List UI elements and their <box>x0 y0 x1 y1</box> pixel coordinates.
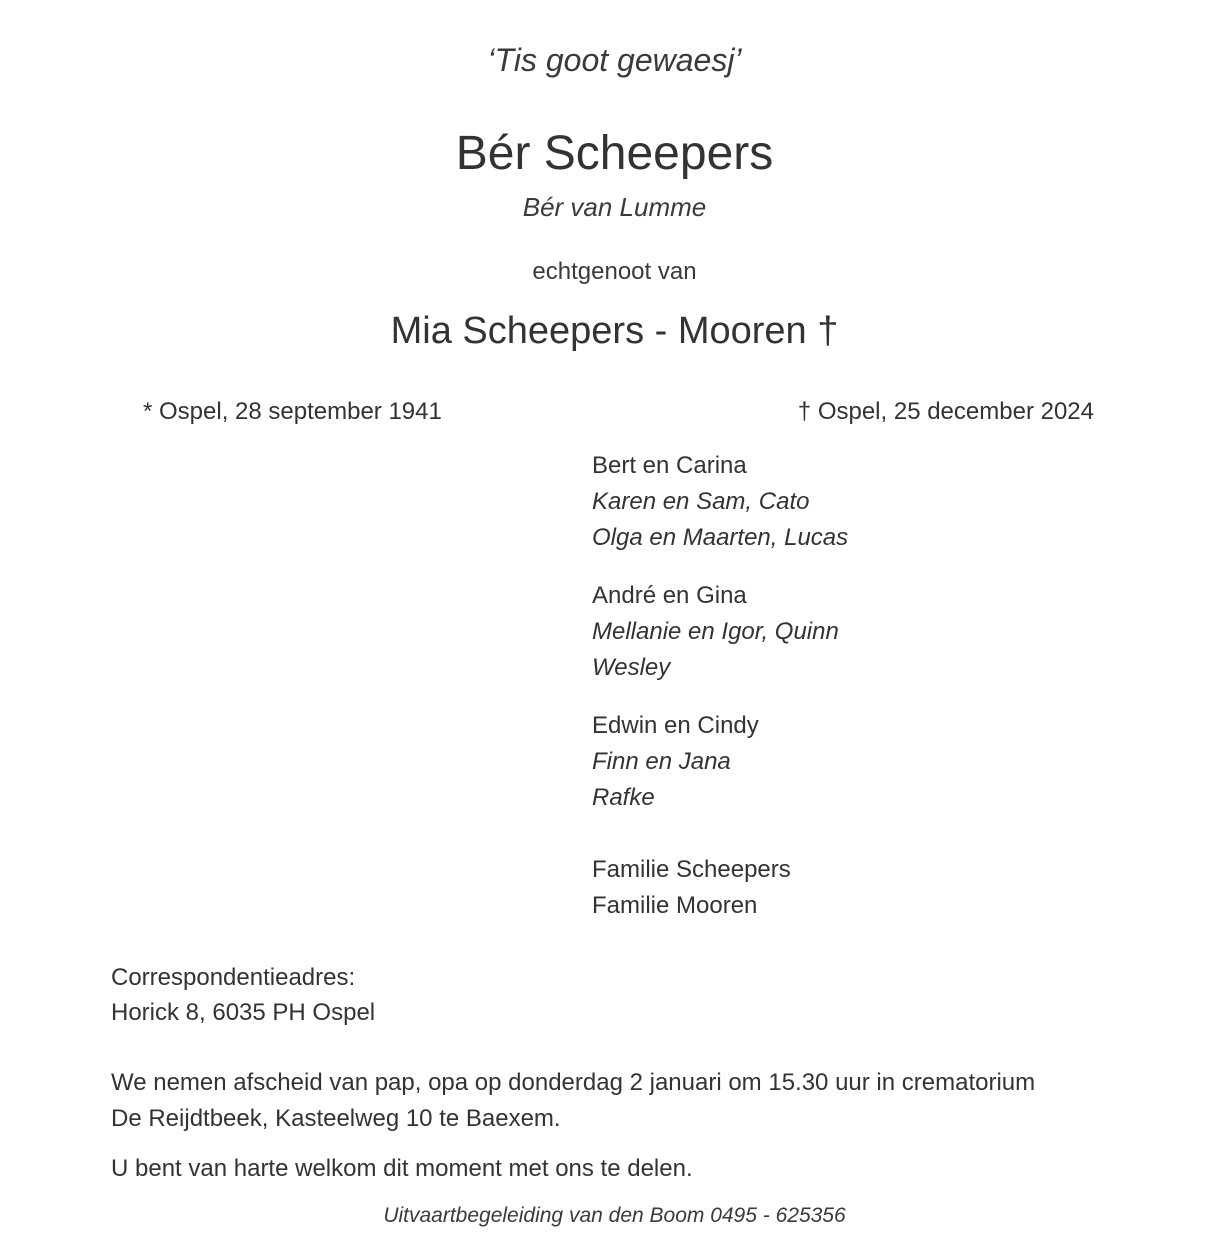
deceased-name: Bér Scheepers <box>455 127 774 180</box>
family-group <box>592 580 848 688</box>
motto: ‘Tis goot gewaesj’ <box>487 42 742 78</box>
family-list <box>592 450 848 926</box>
birth-date: * Ospel, 28 september 1941 <box>143 398 442 425</box>
correspondence-address: Horick 8, 6035 PH Ospel <box>111 999 376 1026</box>
family-children: Finn en Jana <box>592 748 731 775</box>
extended-family-item: Familie Mooren <box>592 892 758 919</box>
service-info-line: We nemen afscheid van pap, opa op donderdag 2 januari om 15.30 uur in crematorium <box>111 1069 1036 1096</box>
family-parents: Bert en Carina <box>592 452 747 479</box>
extended-family <box>592 854 848 926</box>
family-parents: Edwin en Cindy <box>592 712 759 739</box>
deceased-nickname: Bér van Lumme <box>522 192 707 222</box>
spouse-name: Mia Scheepers - Mooren † <box>390 310 839 352</box>
family-children: Olga en Maarten, Lucas <box>592 524 849 551</box>
spouse-intro: echtgenoot van <box>532 258 697 285</box>
death-date: † Ospel, 25 december 2024 <box>797 398 1094 425</box>
family-group <box>592 450 848 558</box>
family-children: Karen en Sam, Cato <box>592 488 810 515</box>
service-info-line: De Reijdtbeek, Kasteelweg 10 te Baexem. <box>111 1105 561 1132</box>
undertaker-credit: Uitvaartbegeleiding van den Boom 0495 - 625356 <box>383 1204 846 1227</box>
extended-family-item: Familie Scheepers <box>592 856 791 883</box>
family-children: Rafke <box>592 784 655 811</box>
correspondence-label: Correspondentieadres: <box>111 964 356 991</box>
family-parents: André en Gina <box>592 582 747 609</box>
family-group <box>592 710 848 818</box>
welcome-text: U bent van harte welkom dit moment met ons te delen. <box>111 1155 693 1182</box>
family-children: Wesley <box>592 654 671 681</box>
family-children: Mellanie en Igor, Quinn <box>592 618 839 645</box>
